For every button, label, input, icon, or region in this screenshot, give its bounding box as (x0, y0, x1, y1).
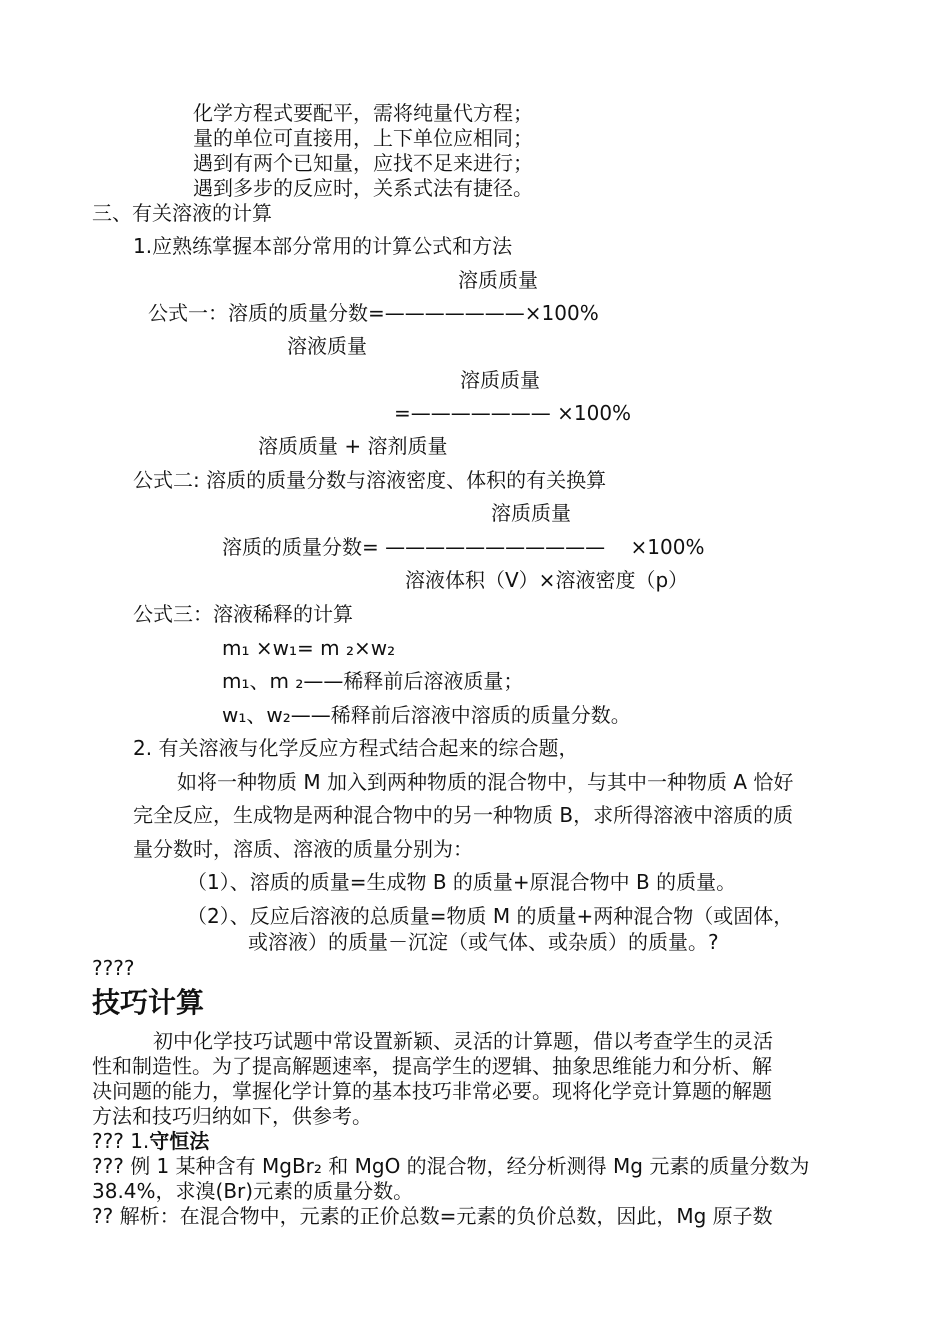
verse-line-1: 化学方程式要配平，需将纯量代方程； (193, 101, 533, 125)
item-2: 2. 有关溶液与化学反应方程式结合起来的综合题， (133, 736, 579, 760)
formula1-denominator: 溶液质量 (287, 334, 367, 358)
section-title: 技巧计算 (92, 986, 205, 1019)
formula1b-numerator: 溶质质量 (460, 368, 540, 392)
formula3-w-definition: w₁、w₂——稀释前后溶液中溶质的质量分数。 (222, 703, 631, 727)
para-line-1: 如将一种物质 M 加入到两种物质的混合物中，与其中一种物质 A 恰好 (177, 770, 794, 794)
verse-line-2: 量的单位可直接用，上下单位应相同； (193, 126, 533, 150)
verse-line-3: 遇到有两个已知量，应找不足来进行； (193, 151, 533, 175)
item-1: 1.应熟练掌握本部分常用的计算公式和方法 (133, 234, 513, 258)
intro-line-1: 初中化学技巧试题中常设置新颖、灵活的计算题，借以考查学生的灵活 (153, 1029, 773, 1053)
formula3-m-definition: m₁、m ₂——稀释前后溶液质量； (222, 669, 524, 693)
point-2-line-2: 或溶液）的质量－沉淀（或气体、或杂质）的质量。? (248, 930, 719, 954)
intro-line-2: 性和制造性。为了提高解题速率，提高学生的逻辑、抽象思维能力和分析、解 (92, 1054, 772, 1078)
intro-line-3: 决问题的能力，掌握化学计算的基本技巧非常必要。现将化学竞计算题的解题 (92, 1079, 772, 1103)
example-line-1: ??? 例 1 某种含有 MgBr₂ 和 MgO 的混合物，经分析测得 Mg 元素的质量分数为 (92, 1154, 810, 1178)
formula2-line: 溶质的质量分数= ——————————— ×100% (222, 535, 705, 559)
method-prefix: ??? 1. (92, 1129, 150, 1153)
formula1b-line: =——————— ×100% (394, 401, 632, 425)
formula1-numerator: 溶质质量 (458, 268, 538, 292)
formula2-denominator: 溶液体积（V）×溶液密度（p） (405, 568, 689, 592)
analysis-line: ?? 解析：在混合物中，元素的正价总数=元素的负价总数，因此，Mg 原子数 (92, 1204, 773, 1228)
intro-line-4: 方法和技巧归纳如下，供参考。 (92, 1104, 372, 1128)
example-line-2: 38.4%，求溴(Br)元素的质量分数。 (92, 1179, 414, 1203)
formula1-line: 公式一：溶质的质量分数=———————×100% (148, 301, 599, 325)
para-line-2: 完全反应，生成物是两种混合物中的另一种物质 B，求所得溶液中溶质的质 (133, 803, 794, 827)
para-line-3: 量分数时，溶质、溶液的质量分别为： (133, 837, 473, 861)
section-heading: 三、有关溶液的计算 (92, 201, 272, 225)
garbled-marks: ???? (92, 956, 135, 980)
formula1b-denominator: 溶质质量 + 溶剂质量 (258, 434, 448, 458)
verse-line-4: 遇到多步的反应时，关系式法有捷径。 (193, 176, 533, 200)
formula2-title: 公式二: 溶质的质量分数与溶液密度、体积的有关换算 (133, 468, 607, 492)
point-2-line-1: （2）、反应后溶液的总质量=物质 M 的质量+两种混合物（或固体， (187, 904, 794, 928)
point-1: （1）、溶质的质量=生成物 B 的质量+原混合物中 B 的质量。 (187, 870, 737, 894)
formula3-equation: m₁ ×w₁= m ₂×w₂ (222, 636, 396, 660)
method-name: 守恒法 (149, 1129, 210, 1153)
formula3-title: 公式三：溶液稀释的计算 (133, 602, 353, 626)
method-heading (92, 1129, 209, 1153)
formula2-numerator: 溶质质量 (491, 501, 571, 525)
